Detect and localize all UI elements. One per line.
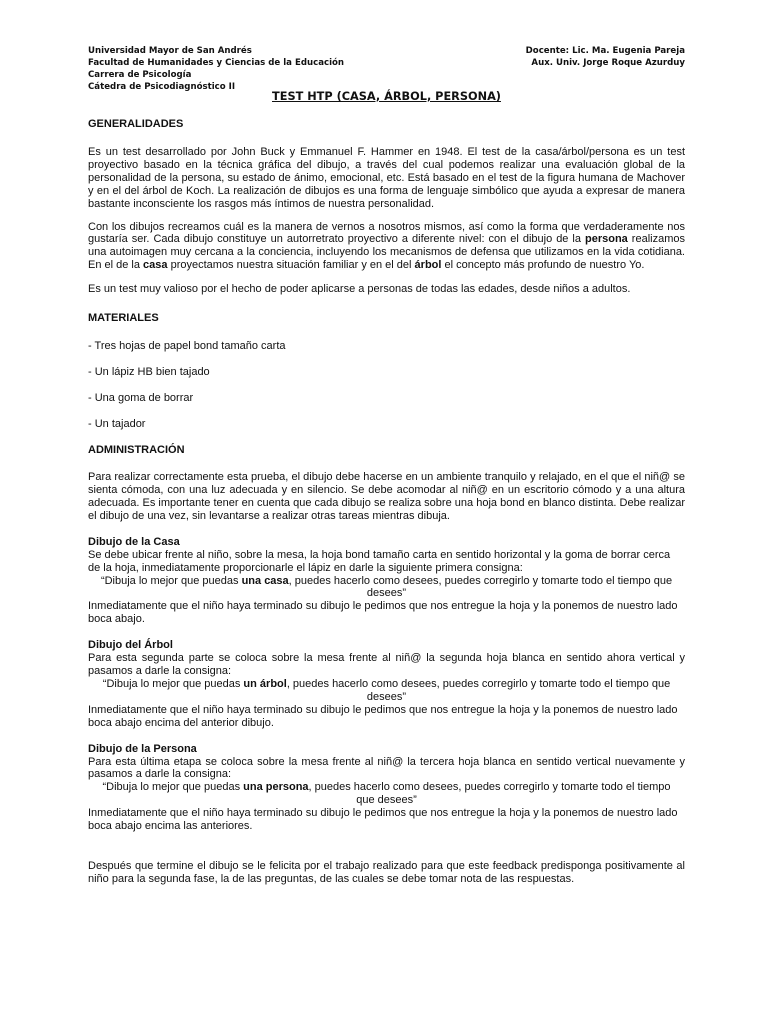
- quote-text: , puedes hacerlo como desees, puedes corregirlo y tomarte todo el tiempo que desees”: [308, 781, 671, 807]
- section-heading-administracion: ADMINISTRACIÓN: [88, 444, 185, 457]
- emphasis-una-casa: una casa: [241, 574, 289, 587]
- paragraph: [88, 600, 685, 626]
- paragraph: [88, 283, 685, 296]
- quote-text: “Dibuja lo mejor que puedas: [102, 781, 244, 794]
- document-title: TEST HTP (CASA, ÁRBOL, PERSONA): [272, 90, 501, 103]
- assistant-name: Aux. Univ. Jorge Roque Azurduy: [531, 58, 685, 68]
- paragraph-text: proyectamos nuestra situación familiar y en el del: [167, 259, 415, 272]
- list-item: - Tres hojas de papel bond tamaño carta: [88, 340, 286, 353]
- emphasis-una-persona: una persona: [243, 781, 309, 794]
- list-item: - Un lápiz HB bien tajado: [88, 366, 210, 379]
- instruction-quote: [88, 678, 685, 704]
- emphasis-persona: persona: [585, 233, 628, 246]
- paragraph: [88, 807, 685, 833]
- paragraph-text: Es un test desarrollado por John Buck y Emmanuel F. Hammer en 1948. El test de la casa/árbol/persona es un test proyectivo basado en la técnica gráfica del dibujo, a través del cual podemos realizar una evaluación global de la personalidad de la persona, su estado de ánimo, emocional, etc. Está basado en el test de la figura humana de Machover y en el del árbol de Koch. La realización de dibujos es una forma de lenguaje simbólico que ayuda a expresar de manera bastante inconsciente los rasgos más íntimos de nuestra personalidad.: [88, 146, 685, 210]
- list-item: - Una goma de borrar: [88, 392, 194, 405]
- paragraph: [88, 549, 685, 575]
- university-name: Universidad Mayor de San Andrés: [88, 46, 252, 56]
- emphasis-casa: casa: [143, 259, 168, 272]
- quote-text: “Dibuja lo mejor que puedas: [102, 677, 244, 690]
- paragraph-text: Para esta segunda parte se coloca sobre la mesa frente al niñ@ la segunda hoja blanca en sentido ahora vertical y pasamos a darle la consigna:: [88, 652, 685, 678]
- career-name: Carrera de Psicología: [88, 70, 192, 80]
- subheading-arbol: Dibujo del Árbol: [88, 639, 173, 652]
- staff-block: [526, 45, 685, 93]
- paragraph-text: Con los dibujos recreamos cuál es la manera de vernos a nosotros mismos, así como la forma que verdaderamente nos gustaría ser. Cada dibujo constituye un autorretrato proyectivo a diferente nivel: con el dibujo de la: [88, 220, 685, 246]
- quote-text: , puedes hacerlo como desees, puedes corregirlo y tomarte todo el tiempo que desees”: [288, 574, 673, 600]
- instruction-quote: [88, 575, 685, 601]
- quote-text: , puedes hacerlo como desees, puedes corregirlo y tomarte todo el tiempo que desees”: [286, 677, 671, 703]
- paragraph-text: Inmediatamente que el niño haya terminado su dibujo le pedimos que nos entregue la hoja y la ponemos de nuestro lado boca abajo encima del anterior dibujo.: [88, 703, 678, 729]
- paragraph-text: el concepto más profundo de nuestro Yo.: [441, 259, 645, 272]
- paragraph-text: Se debe ubicar frente al niño, sobre la mesa, la hoja bond tamaño carta en sentido horizontal y la goma de borrar cerca de la hoja, inmediatamente proporcionarle el lápiz en darle la siguiente primera consigna:: [88, 548, 671, 574]
- list-item: - Un tajador: [88, 418, 146, 431]
- paragraph-text: realizamos una autoimagen muy cercana a la conciencia, incluyendo los mecanismos de defensa que utilizamos en la vida cotidiana. En el de la: [88, 233, 685, 272]
- teacher-name: Docente: Lic. Ma. Eugenia Pareja: [525, 46, 685, 56]
- closing-paragraph: [88, 860, 685, 886]
- paragraph: [88, 471, 685, 523]
- paragraph-text: Para realizar correctamente esta prueba, el dibujo debe hacerse en un ambiente tranquilo y relajado, en el que el niñ@ se sienta cómoda, con una luz adecuada y en silencio. Se debe acomodar al niñ@ en un escritorio cómodo y a una altura adecuada. Es importante tener en cuenta que cada dibujo se realiza sobre una hoja bond en blanco distinta. Debe realizar el dibujo de una vez, sin levantarse a realizar otras tareas mientras dibuja.: [88, 471, 685, 522]
- paragraph: [88, 221, 685, 273]
- section-heading-materiales: MATERIALES: [88, 312, 159, 325]
- paragraph: [88, 756, 685, 782]
- course-name: Cátedra de Psicodiagnóstico II: [88, 82, 236, 92]
- quote-text: “Dibuja lo mejor que puedas: [100, 574, 242, 587]
- paragraph: [88, 704, 685, 730]
- paragraph: [88, 652, 685, 678]
- document-header: [88, 45, 685, 93]
- paragraph-text: Inmediatamente que el niño haya terminado su dibujo le pedimos que nos entregue la hoja y la ponemos de nuestro lado boca abajo encima las anteriores.: [88, 807, 678, 833]
- paragraph-text: Es un test muy valioso por el hecho de poder aplicarse a personas de todas las edades, desde niños a adultos.: [88, 283, 631, 296]
- paragraph: [88, 146, 685, 211]
- section-heading-generalidades: GENERALIDADES: [88, 118, 184, 130]
- paragraph-text: Después que termine el dibujo se le felicita por el trabajo realizado para que este feedback predisponga positivamente al niño para la segunda fase, la de las preguntas, de las cuales se debe tomar nota de las respuestas.: [88, 860, 685, 885]
- institution-block: [88, 45, 344, 93]
- faculty-name: Facultad de Humanidades y Ciencias de la Educación: [88, 58, 345, 68]
- subheading-persona: Dibujo de la Persona: [88, 742, 197, 755]
- subheading-casa: Dibujo de la Casa: [88, 535, 180, 548]
- document-page: [88, 45, 685, 886]
- emphasis-arbol: árbol: [414, 259, 442, 272]
- paragraph-text: Inmediatamente que el niño haya terminado su dibujo le pedimos que nos entregue la hoja y la ponemos de nuestro lado boca abajo.: [88, 600, 678, 626]
- paragraph-text: Para esta última etapa se coloca sobre la mesa frente al niñ@ la tercera hoja blanca en sentido vertical nuevamente y pasamos a darle la consigna:: [88, 755, 685, 781]
- instruction-quote: [88, 781, 685, 807]
- emphasis-un-arbol: un árbol: [243, 677, 287, 690]
